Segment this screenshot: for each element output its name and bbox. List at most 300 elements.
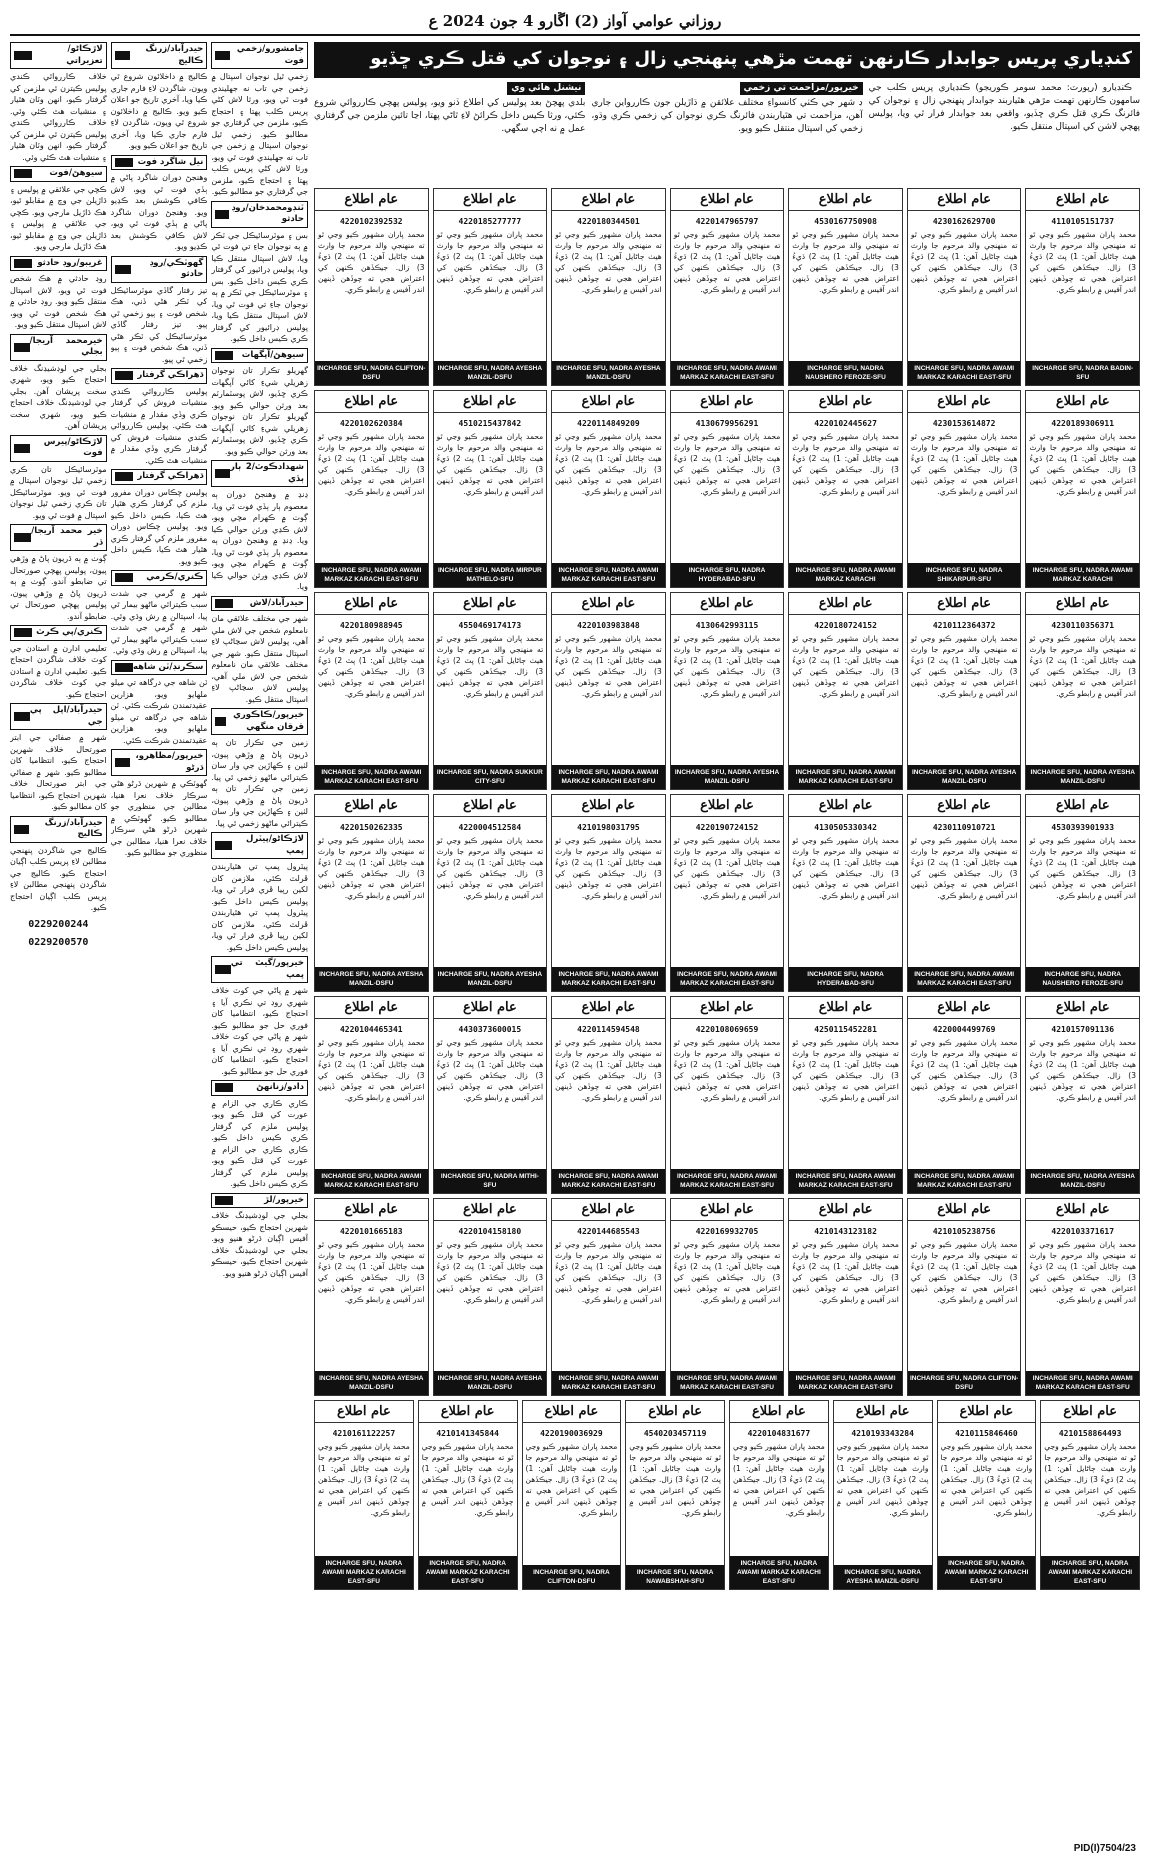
notice-card bbox=[1025, 188, 1140, 386]
notice-office: INCHARGE SFU, NADRA AWAMI MARKAZ KARACHI EAST-SFU bbox=[730, 1556, 828, 1589]
news-story bbox=[111, 368, 208, 466]
notice-text: محمد پاران مشهور ڪيو وڃي ٿو ته منهنجي والد مرحوم جا وارث هيٺ ڄاڻايل آهن: 1) پٽ 2) ڌيءُ 3) زال. جيڪڏهن ڪنهن کي اعتراض هجي ته چوڏهن ڏينهن اندر آفيس ۾ رابطو ڪري. bbox=[555, 432, 662, 496]
notice-card bbox=[907, 794, 1022, 992]
notice-text: محمد پاران مشهور ڪيو وڃي ٿو ته منهنجي والد مرحوم جا وارث هيٺ ڄاڻايل آهن: 1) پٽ 2) ڌيءُ 3) زال. جيڪڏهن ڪنهن کي اعتراض هجي ته چوڏهن ڏينهن اندر آفيس ۾ رابطو ڪري. bbox=[910, 634, 1018, 698]
notice-card bbox=[314, 794, 429, 992]
story-slug bbox=[111, 570, 208, 586]
notice-text: محمد پاران مشهور ڪيو وڃي ٿو ته منهنجي والد مرحوم جا وارث هيٺ ڄاڻايل آهن: 1) پٽ 2) ڌيءُ 3) زال. جيڪڏهن ڪنهن کي اعتراض هجي ته چوڏهن ڏينهن اندر آفيس ۾ رابطو ڪري. bbox=[1044, 1442, 1136, 1517]
notice-body bbox=[419, 1423, 517, 1556]
notice-card bbox=[907, 996, 1022, 1194]
notice-office: INCHARGE SFU, NADRA AYESHA MANZIL-DSFU bbox=[1026, 1169, 1139, 1193]
news-story bbox=[211, 42, 308, 198]
notice-card bbox=[551, 794, 666, 992]
notice-body bbox=[626, 1423, 724, 1565]
notice-text: محمد پاران مشهور ڪيو وڃي ٿو ته منهنجي والد مرحوم جا وارث هيٺ ڄاڻايل آهن: 1) پٽ 2) ڌيءُ 3) زال. جيڪڏهن ڪنهن کي اعتراض هجي ته چوڏهن ڏينهن اندر آفيس ۾ رابطو ڪري. bbox=[910, 836, 1018, 900]
notice-card bbox=[670, 592, 785, 790]
notice-title: عام اطلاع bbox=[315, 1401, 413, 1423]
notice-office: INCHARGE SFU, NADRA HYDERABAD-SFU bbox=[671, 563, 784, 587]
notice-office: INCHARGE SFU, NADRA AWAMI MARKAZ KARACHI EAST-SFU bbox=[552, 1371, 665, 1395]
notice-card bbox=[729, 1400, 829, 1590]
notice-title: عام اطلاع bbox=[671, 795, 784, 817]
notice-card bbox=[788, 794, 903, 992]
notice-text: محمد پاران مشهور ڪيو وڃي ٿو ته منهنجي والد مرحوم جا وارث هيٺ ڄاڻايل آهن: 1) پٽ 2) ڌيءُ 3) زال. جيڪڏهن ڪنهن کي اعتراض هجي ته چوڏهن ڏينهن اندر آفيس ۾ رابطو ڪري. bbox=[910, 1240, 1018, 1304]
story-dateline: لاڙڪاڻو/تعزيراتي bbox=[66, 44, 103, 66]
notice-title: عام اطلاع bbox=[789, 593, 902, 615]
notice-text: محمد پاران مشهور ڪيو وڃي ٿو ته منهنجي والد مرحوم جا وارث هيٺ ڄاڻايل آهن: 1) پٽ 2) ڌيءُ 3) زال. جيڪڏهن ڪنهن کي اعتراض هجي ته چوڏهن ڏينهن اندر آفيس ۾ رابطو ڪري. bbox=[525, 1442, 618, 1517]
notice-office: INCHARGE SFU, NADRA AWAMI MARKAZ KARACHI EAST-SFU bbox=[552, 1169, 665, 1193]
reporter-marker bbox=[115, 758, 130, 767]
news-story bbox=[10, 435, 107, 522]
notice-office: INCHARGE SFU, NADRA AWAMI MARKAZ KARACHI EAST-SFU bbox=[671, 1371, 784, 1395]
notice-text: محمد پاران مشهور ڪيو وڃي ٿو ته منهنجي والد مرحوم جا وارث هيٺ ڄاڻايل آهن: 1) پٽ 2) ڌيءُ 3) زال. جيڪڏهن ڪنهن کي اعتراض هجي ته چوڏهن ڏينهن اندر آفيس ۾ رابطو ڪري. bbox=[673, 230, 781, 294]
lead-story: خيرپور/مزاحمت تي زخمي ڊ شهر جي ڪٺي کانسواءِ مختلف علائقن ۾ ڌاڙيلن جون ڪاررواين جاري آهن، مزاحمت تي هٿياربندن فائرنگ ڪري نوجوان کي زخمي ڪري وڌو، زخمي کي اسپتال منتقل ڪيو ويو. bbox=[591, 83, 863, 134]
notice-office: INCHARGE SFU, NADRA AWAMI MARKAZ KARACHI EAST-SFU bbox=[419, 1556, 517, 1589]
notice-cnic: 4220180344501 bbox=[577, 217, 640, 226]
notice-card bbox=[314, 188, 429, 386]
notice-cnic: 4220150262335 bbox=[339, 823, 403, 832]
news-story bbox=[211, 1080, 308, 1190]
notice-body bbox=[834, 1423, 932, 1565]
notice-body bbox=[315, 1221, 428, 1371]
notice-text: محمد پاران مشهور ڪيو وڃي ٿو ته منهنجي والد مرحوم جا وارث هيٺ ڄاڻايل آهن: 1) پٽ 2) ڌيءُ 3) زال. جيڪڏهن ڪنهن کي اعتراض هجي ته چوڏهن ڏينهن اندر آفيس ۾ رابطو ڪري. bbox=[555, 634, 662, 698]
story-dateline: حيدرآباد/اپل پي جي bbox=[29, 705, 103, 727]
notice-body bbox=[315, 1423, 413, 1556]
notice-cnic: 4220169932705 bbox=[695, 1227, 759, 1236]
reporter-marker bbox=[14, 343, 30, 352]
notice-office: INCHARGE SFU, NADRA AYESHA MANZIL-DSFU bbox=[1026, 765, 1139, 789]
notice-title: عام اطلاع bbox=[938, 1401, 1036, 1423]
notice-title: عام اطلاع bbox=[671, 997, 784, 1019]
notice-title: عام اطلاع bbox=[626, 1401, 724, 1423]
notice-cnic: 4210158864493 bbox=[1058, 1429, 1122, 1438]
story-body: ڍنڍ ۾ وهنجڻ دوران ٻه معصوم ٻار ٻڏي فوت ٿي ويا، ڳوٺ ۾ ڪهرام مچي ويو، لاش ڪڍي ورثن حوالي ڪيا ويا. ڍنڍ ۾ وهنجڻ دوران ٻه معصوم ٻار ٻڏي فوت ٿي ويا، ڳوٺ ۾ ڪهرام مچي ويو، لاش ڪڍي ورثن حوالي ڪيا ويا. bbox=[211, 490, 308, 591]
notice-body bbox=[552, 817, 665, 967]
story-body: شهر ۾ گرمي جي شدت سبب ڪيترائي ماڻهو بيمار ٿي پيا، اسپتالن ۾ رش وڌي وئي. شهر ۾ گرمي جي شدت سبب ڪيترائي ماڻهو بيمار ٿي پيا، اسپتالن ۾ رش وڌي وئي. bbox=[110, 588, 208, 655]
reporter-marker bbox=[115, 663, 133, 672]
notice-cnic: 4220102392532 bbox=[339, 217, 403, 226]
notice-card bbox=[788, 592, 903, 790]
notice-cnic: 4220103371617 bbox=[1051, 1227, 1115, 1236]
notice-text: محمد پاران مشهور ڪيو وڃي ٿو ته منهنجي والد مرحوم جا وارث هيٺ ڄاڻايل آهن: 1) پٽ 2) ڌيءُ 3) زال. جيڪڏهن ڪنهن کي اعتراض هجي ته چوڏهن ڏينهن اندر آفيس ۾ رابطو ڪري. bbox=[555, 836, 662, 900]
notice-body bbox=[434, 211, 547, 361]
notice-text: محمد پاران مشهور ڪيو وڃي ٿو ته منهنجي والد مرحوم جا وارث هيٺ ڄاڻايل آهن: 1) پٽ 2) ڌيءُ 3) زال. جيڪڏهن ڪنهن کي اعتراض هجي ته چوڏهن ڏينهن اندر آفيس ۾ رابطو ڪري. bbox=[792, 432, 899, 496]
news-column bbox=[10, 42, 107, 1850]
notice-cnic: 4220144685543 bbox=[577, 1227, 640, 1236]
notice-office: INCHARGE SFU, NADRA MIRPUR MATHELO-SFU bbox=[434, 563, 547, 587]
notice-office: INCHARGE SFU, NADRA AWAMI MARKAZ KARACHI EAST-SFU bbox=[789, 1371, 902, 1395]
notice-text: محمد پاران مشهور ڪيو وڃي ٿو ته منهنجي والد مرحوم جا وارث هيٺ ڄاڻايل آهن: 1) پٽ 2) ڌيءُ 3) زال. جيڪڏهن ڪنهن کي اعتراض هجي ته چوڏهن ڏينهن اندر آفيس ۾ رابطو ڪري. bbox=[1029, 1038, 1137, 1102]
notice-body bbox=[315, 1019, 428, 1169]
notice-office: INCHARGE SFU, NADRA AWAMI MARKAZ KARACHI EAST-SFU bbox=[315, 1169, 428, 1193]
notice-office: INCHARGE SFU, NADRA AWAMI MARKAZ KARACHI EAST-SFU bbox=[552, 967, 665, 991]
notice-text: محمد پاران مشهور ڪيو وڃي ٿو ته منهنجي والد مرحوم جا وارث هيٺ ڄاڻايل آهن: 1) پٽ 2) ڌيءُ 3) زال. جيڪڏهن ڪنهن کي اعتراض هجي ته چوڏهن ڏينهن اندر آفيس ۾ رابطو ڪري. bbox=[318, 634, 425, 698]
notice-text: محمد پاران مشهور ڪيو وڃي ٿو ته منهنجي والد مرحوم جا وارث هيٺ ڄاڻايل آهن: 1) پٽ 2) ڌيءُ 3) زال. جيڪڏهن ڪنهن کي اعتراض هجي ته چوڏهن ڏينهن اندر آفيس ۾ رابطو ڪري. bbox=[318, 1442, 410, 1517]
story-slug bbox=[10, 524, 107, 551]
notice-title: عام اطلاع bbox=[315, 189, 428, 211]
notice-office: INCHARGE SFU, NADRA SHIKARPUR-SFU bbox=[908, 563, 1021, 587]
story-body: بجلي جي لوڊشيڊنگ خلاف شهرين احتجاج ڪيو، حيسڪو آفيس اڳيان ڌرڻو هنيو ويو. بجلي جي لوڊشيڊنگ خلاف شهرين احتجاج ڪيو، حيسڪو آفيس اڳيان ڌرڻو هنيو ويو. bbox=[211, 1211, 308, 1278]
reporter-marker bbox=[14, 169, 32, 178]
notice-cnic: 4220190724152 bbox=[695, 823, 759, 832]
notice-text: محمد پاران مشهور ڪيو وڃي ٿو ته منهنجي والد مرحوم جا وارث هيٺ ڄاڻايل آهن: 1) پٽ 2) ڌيءُ 3) زال. جيڪڏهن ڪنهن کي اعتراض هجي ته چوڏهن ڏينهن اندر آفيس ۾ رابطو ڪري. bbox=[673, 836, 781, 900]
story-slug bbox=[111, 155, 208, 171]
news-story bbox=[211, 708, 308, 829]
notice-office: INCHARGE SFU, NADRA AWAMI MARKAZ KARACHI EAST-SFU bbox=[315, 765, 428, 789]
notice-text: محمد پاران مشهور ڪيو وڃي ٿو ته منهنجي والد مرحوم جا وارث هيٺ ڄاڻايل آهن: 1) پٽ 2) ڌيءُ 3) زال. جيڪڏهن ڪنهن کي اعتراض هجي ته چوڏهن ڏينهن اندر آفيس ۾ رابطو ڪري. bbox=[673, 1240, 781, 1304]
reporter-marker bbox=[215, 469, 230, 478]
story-body: ڪچي جي علائقي ۾ پوليس ۽ ڌاڙيلن جي وچ ۾ مقابلو ٿيو، هڪ ڌاڙيل مارجي ويو. ڪچي جي علائقي ۾ پوليس ۽ ڌاڙيلن جي وچ ۾ مقابلو ٿيو، هڪ ڌاڙيل مارجي ويو. bbox=[9, 184, 107, 251]
notice-text: محمد پاران مشهور ڪيو وڃي ٿو ته منهنجي والد مرحوم جا وارث هيٺ ڄاڻايل آهن: 1) پٽ 2) ڌيءُ 3) زال. جيڪڏهن ڪنهن کي اعتراض هجي ته چوڏهن ڏينهن اندر آفيس ۾ رابطو ڪري. bbox=[318, 230, 425, 294]
story-body: زمين جي تڪرار تان ٻه ڌريون پاڻ ۾ وڙهي پيون، لٺين ۽ ڪهاڙين جي وار سان ڪيترائي ماڻهو زخمي ٿي پيا. زمين جي تڪرار تان ٻه ڌريون پاڻ ۾ وڙهي پيون، لٺين ۽ ڪهاڙين جي وار سان ڪيترائي ماڻهو زخمي ٿي پيا. bbox=[211, 738, 308, 828]
notice-card bbox=[907, 390, 1022, 588]
notice-cnic: 4220104831677 bbox=[747, 1429, 811, 1438]
notices-section bbox=[314, 42, 1140, 1850]
notice-text: محمد پاران مشهور ڪيو وڃي ٿو ته منهنجي والد مرحوم جا وارث هيٺ ڄاڻايل آهن: 1) پٽ 2) ڌيءُ 3) زال. جيڪڏهن ڪنهن کي اعتراض هجي ته چوڏهن ڏينهن اندر آفيس ۾ رابطو ڪري. bbox=[318, 836, 425, 900]
notice-text: محمد پاران مشهور ڪيو وڃي ٿو ته منهنجي والد مرحوم جا وارث هيٺ ڄاڻايل آهن: 1) پٽ 2) ڌيءُ 3) زال. جيڪڏهن ڪنهن کي اعتراض هجي ته چوڏهن ڏينهن اندر آفيس ۾ رابطو ڪري. bbox=[555, 1038, 662, 1102]
public-notices-grid bbox=[314, 188, 1140, 1396]
notice-office: INCHARGE SFU, NADRA AWAMI MARKAZ KARACHI EAST-SFU bbox=[789, 765, 902, 789]
story-body: شهر جي مختلف علائقي مان نامعلوم شخص جي لاش ملي آهي، پوليس لاش سڃاڻپ لاءِ اسپتال منتقل ڪيو. شهر جي مختلف علائقي مان نامعلوم شخص جي لاش ملي آهي، پوليس لاش سڃاڻپ لاءِ اسپتال منتقل ڪيو. bbox=[211, 614, 308, 704]
notice-card bbox=[788, 996, 903, 1194]
notice-title: عام اطلاع bbox=[552, 593, 665, 615]
notice-body bbox=[552, 1019, 665, 1169]
reporter-marker bbox=[14, 712, 30, 721]
story-slug bbox=[211, 596, 308, 612]
notice-title: عام اطلاع bbox=[789, 391, 902, 413]
news-story bbox=[211, 1193, 308, 1280]
news-story bbox=[111, 749, 208, 859]
notice-body bbox=[730, 1423, 828, 1556]
story-body: ڳوٺ ۾ ٻه ڌريون پاڻ ۾ وڙهي پيون، پوليس پهچي صورتحال تي ضابطو آندو. ڳوٺ ۾ ٻه ڌريون پاڻ ۾ وڙهي پيون، پوليس پهچي صورتحال تي ضابطو آندو. bbox=[9, 554, 107, 621]
notice-card bbox=[314, 1198, 429, 1396]
notice-card bbox=[314, 390, 429, 588]
notice-cnic: 4220180724152 bbox=[814, 621, 877, 630]
story-dateline: ٽنڊومحمدخان/روڊ حادثو bbox=[231, 202, 304, 224]
notice-body bbox=[1026, 817, 1139, 967]
notice-office: INCHARGE SFU, NADRA AYESHA MANZIL-DSFU bbox=[908, 765, 1021, 789]
notice-body bbox=[908, 817, 1021, 967]
news-story bbox=[111, 660, 208, 747]
news-column bbox=[111, 42, 208, 1850]
notice-card bbox=[1040, 1400, 1140, 1590]
notice-body bbox=[552, 1221, 665, 1371]
story-slug bbox=[111, 256, 208, 283]
notice-body bbox=[552, 211, 665, 361]
notice-title: عام اطلاع bbox=[671, 189, 784, 211]
notice-text: محمد پاران مشهور ڪيو وڃي ٿو ته منهنجي والد مرحوم جا وارث هيٺ ڄاڻايل آهن: 1) پٽ 2) ڌيءُ 3) زال. جيڪڏهن ڪنهن کي اعتراض هجي ته چوڏهن ڏينهن اندر آفيس ۾ رابطو ڪري. bbox=[836, 1442, 929, 1517]
notice-title: عام اطلاع bbox=[1026, 1199, 1139, 1221]
notice-body bbox=[789, 1221, 902, 1371]
story-dateline: حيدرآباد/زرنگ ڪاليج bbox=[145, 44, 204, 66]
notice-body bbox=[1026, 615, 1139, 765]
notice-card bbox=[833, 1400, 933, 1590]
notice-cnic: 4510215437842 bbox=[458, 419, 522, 428]
notice-card bbox=[907, 1198, 1022, 1396]
story-dateline: غريبو/روڊ حادثو bbox=[37, 257, 103, 268]
story-slug bbox=[211, 1193, 308, 1209]
notice-title: عام اطلاع bbox=[671, 1199, 784, 1221]
notice-text: محمد پاران مشهور ڪيو وڃي ٿو ته منهنجي والد مرحوم جا وارث هيٺ ڄاڻايل آهن: 1) پٽ 2) ڌيءُ 3) زال. جيڪڏهن ڪنهن کي اعتراض هجي ته چوڏهن ڏينهن اندر آفيس ۾ رابطو ڪري. bbox=[1029, 230, 1137, 294]
story-body: شهر ۾ صفائي جي ابتر صورتحال خلاف شهرين احتجاج ڪيو، انتظاميا کان مطالبو ڪيو. شهر ۾ صفائي جي ابتر صورتحال خلاف شهرين احتجاج ڪيو، انتظاميا کان مطالبو ڪيو. bbox=[9, 733, 107, 811]
notice-office: INCHARGE SFU, NADRA AWAMI MARKAZ KARACHI EAST-SFU bbox=[552, 563, 665, 587]
story-dateline: خيرپور/لڙ bbox=[264, 1194, 304, 1205]
notice-office: INCHARGE SFU, NADRA AYESHA MANZIL-DSFU bbox=[434, 361, 547, 385]
notice-card bbox=[788, 1198, 903, 1396]
story-body: روڊ حادثي ۾ هڪ شخص فوت ٿي ويو، لاش اسپتال منتقل ڪيو ويو. روڊ حادثي ۾ هڪ شخص فوت ٿي ويو، لاش اسپتال منتقل ڪيو ويو. bbox=[9, 274, 107, 329]
notice-cnic: 4430373600015 bbox=[458, 1025, 522, 1034]
notice-card bbox=[551, 1198, 666, 1396]
reporter-marker bbox=[215, 841, 231, 850]
notice-office: INCHARGE SFU, NADRA AWAMI MARKAZ KARACHI EAST-SFU bbox=[671, 1169, 784, 1193]
news-story bbox=[111, 155, 208, 253]
story-dateline: حيدرآباد/لاش bbox=[249, 597, 304, 608]
notice-card bbox=[670, 188, 785, 386]
reporter-marker bbox=[115, 158, 133, 167]
notice-cnic: 4220147965797 bbox=[695, 217, 759, 226]
news-column bbox=[211, 42, 308, 1850]
story-body: بس ۽ موٽرسائيڪل جي ٽڪر ۾ ٻه نوجوان جاءِ تي فوت ٿي ويا، لاش اسپتال منتقل ڪيا ويا، پوليس ڊرائيور کي گرفتار ڪري ڪيس داخل ڪيو. بس ۽ موٽرسائيڪل جي ٽڪر ۾ ٻه نوجوان جاءِ تي فوت ٿي ويا، لاش اسپتال منتقل ڪيا ويا، پوليس ڊرائيور کي گرفتار ڪري ڪيس داخل ڪيو. bbox=[211, 230, 308, 343]
story-dateline: ڌهراڪي گرفتار bbox=[137, 471, 204, 481]
notice-office: INCHARGE SFU, NADRA AWAMI MARKAZ KARACHI EAST-SFU bbox=[315, 563, 428, 587]
notice-body bbox=[908, 615, 1021, 765]
notice-title: عام اطلاع bbox=[1026, 391, 1139, 413]
story-slug bbox=[111, 660, 208, 676]
notice-text: محمد پاران مشهور ڪيو وڃي ٿو ته منهنجي والد مرحوم جا وارث هيٺ ڄاڻايل آهن: 1) پٽ 2) ڌيءُ 3) زال. جيڪڏهن ڪنهن کي اعتراض هجي ته چوڏهن ڏينهن اندر آفيس ۾ رابطو ڪري. bbox=[792, 230, 899, 294]
notice-text: محمد پاران مشهور ڪيو وڃي ٿو ته منهنجي والد مرحوم جا وارث هيٺ ڄاڻايل آهن: 1) پٽ 2) ڌيءُ 3) زال. جيڪڏهن ڪنهن کي اعتراض هجي ته چوڏهن ڏينهن اندر آفيس ۾ رابطو ڪري. bbox=[318, 432, 425, 496]
notice-cnic: 4540203457119 bbox=[643, 1429, 707, 1438]
story-dateline: لاڙڪاڻو/پيرس فوت bbox=[43, 436, 103, 458]
notice-title: عام اطلاع bbox=[552, 1199, 665, 1221]
lead-headline: کنڊياري پريس جوابدار ڪارنهن تهمت مڙهي پنهنجي زال ۽ نوجوان کي قتل ڪري ڇڏيو bbox=[314, 42, 1140, 78]
notice-cnic: 4220004499769 bbox=[932, 1025, 996, 1034]
notice-card bbox=[433, 390, 548, 588]
notice-cnic: 4210161122257 bbox=[332, 1429, 396, 1438]
notice-title: عام اطلاع bbox=[789, 997, 902, 1019]
notice-text: محمد پاران مشهور ڪيو وڃي ٿو ته منهنجي والد مرحوم جا وارث هيٺ ڄاڻايل آهن: 1) پٽ 2) ڌيءُ 3) زال. جيڪڏهن ڪنهن کي اعتراض هجي ته چوڏهن ڏينهن اندر آفيس ۾ رابطو ڪري. bbox=[673, 634, 781, 698]
story-slug bbox=[10, 166, 107, 182]
story-slug bbox=[10, 256, 107, 272]
notice-title: عام اطلاع bbox=[434, 1199, 547, 1221]
notice-card bbox=[418, 1400, 518, 1590]
story-slug bbox=[211, 1080, 308, 1096]
notice-office: INCHARGE SFU, NADRA SUKKUR CITY-SFU bbox=[434, 765, 547, 789]
notice-title: عام اطلاع bbox=[434, 997, 547, 1019]
notice-body bbox=[1026, 211, 1139, 361]
notice-title: عام اطلاع bbox=[730, 1401, 828, 1423]
notice-body bbox=[315, 413, 428, 563]
notice-text: محمد پاران مشهور ڪيو وڃي ٿو ته منهنجي والد مرحوم جا وارث هيٺ ڄاڻايل آهن: 1) پٽ 2) ڌيءُ 3) زال. جيڪڏهن ڪنهن کي اعتراض هجي ته چوڏهن ڏينهن اندر آفيس ۾ رابطو ڪري. bbox=[555, 1240, 662, 1304]
notice-title: عام اطلاع bbox=[789, 1199, 902, 1221]
notice-cnic: 4220102620384 bbox=[339, 419, 403, 428]
story-dateline: لاڙڪاڻو/پيٽرل پمپ bbox=[246, 834, 304, 856]
notice-text: محمد پاران مشهور ڪيو وڃي ٿو ته منهنجي والد مرحوم جا وارث هيٺ ڄاڻايل آهن: 1) پٽ 2) ڌيءُ 3) زال. جيڪڏهن ڪنهن کي اعتراض هجي ته چوڏهن ڏينهن اندر آفيس ۾ رابطو ڪري. bbox=[792, 1038, 899, 1102]
story-dateline: سيوهڻ/فوت bbox=[49, 168, 103, 178]
story-slug bbox=[211, 956, 308, 983]
notice-text: محمد پاران مشهور ڪيو وڃي ٿو ته منهنجي والد مرحوم جا وارث هيٺ ڄاڻايل آهن: 1) پٽ 2) ڌيءُ 3) زال. جيڪڏهن ڪنهن کي اعتراض هجي ته چوڏهن ڏينهن اندر آفيس ۾ رابطو ڪري. bbox=[792, 1240, 899, 1304]
news-story bbox=[10, 625, 107, 700]
story-dateline: گهوٽڪي/روڊ حادثو bbox=[149, 257, 204, 279]
notice-text: محمد پاران مشهور ڪيو وڃي ٿو ته منهنجي والد مرحوم جا وارث هيٺ ڄاڻايل آهن: 1) پٽ 2) ڌيءُ 3) زال. جيڪڏهن ڪنهن کي اعتراض هجي ته چوڏهن ڏينهن اندر آفيس ۾ رابطو ڪري. bbox=[940, 1442, 1033, 1517]
news-story bbox=[211, 201, 308, 345]
notice-title: عام اطلاع bbox=[908, 189, 1021, 211]
notice-cnic: 4220114849209 bbox=[577, 419, 640, 428]
reporter-marker bbox=[215, 1196, 233, 1205]
news-story bbox=[211, 348, 308, 458]
story-body: گهريلو تڪرار تان نوجوان زهريلي شيءِ کائي آپگهات ڪري ڇڏيو، لاش پوسٽمارٽم بعد ورثن حوالي ڪيو ويو. گهريلو تڪرار تان نوجوان زهريلي شيءِ کائي آپگهات ڪري ڇڏيو، لاش پوسٽمارٽم بعد ورثن حوالي ڪيو ويو. bbox=[211, 366, 308, 456]
notice-title: عام اطلاع bbox=[1026, 795, 1139, 817]
notice-office: INCHARGE SFU, NADRA AYESHA MANZIL-DSFU bbox=[315, 1371, 428, 1395]
notice-card bbox=[551, 592, 666, 790]
notice-title: عام اطلاع bbox=[552, 997, 665, 1019]
reporter-marker bbox=[215, 51, 230, 60]
story-body: ٽن شاهه جي درگاهه تي ميلو ملهايو ويو، هزارين عقيدتمندن شرڪت ڪئي. ٽن شاهه جي درگاهه تي ميلو ملهايو ويو، هزارين عقيدتمندن شرڪت ڪئي. bbox=[110, 678, 208, 745]
story-slug bbox=[111, 42, 208, 69]
notice-title: عام اطلاع bbox=[552, 391, 665, 413]
notice-cnic: 4130642993115 bbox=[695, 621, 759, 630]
notice-text: محمد پاران مشهور ڪيو وڃي ٿو ته منهنجي والد مرحوم جا وارث هيٺ ڄاڻايل آهن: 1) پٽ 2) ڌيءُ 3) زال. جيڪڏهن ڪنهن کي اعتراض هجي ته چوڏهن ڏينهن اندر آفيس ۾ رابطو ڪري. bbox=[792, 836, 899, 900]
story-slug bbox=[211, 348, 308, 364]
story-body: ڪاليج جي شاگردن پنهنجي مطالبن لاءِ پريس ڪلب اڳيان احتجاج ڪيو. ڪاليج جي شاگردن پنهنجي مطالبن لاءِ پريس ڪلب اڳيان احتجاج ڪيو. bbox=[9, 845, 107, 912]
notice-body bbox=[671, 817, 784, 967]
notice-body bbox=[671, 1221, 784, 1371]
notice-cnic: 4220104158180 bbox=[458, 1227, 522, 1236]
reporter-marker bbox=[115, 51, 130, 60]
notice-text: محمد پاران مشهور ڪيو وڃي ٿو ته منهنجي والد مرحوم جا وارث هيٺ ڄاڻايل آهن: 1) پٽ 2) ڌيءُ 3) زال. جيڪڏهن ڪنهن کي اعتراض هجي ته چوڏهن ڏينهن اندر آفيس ۾ رابطو ڪري. bbox=[733, 1442, 825, 1517]
notice-card bbox=[433, 592, 548, 790]
notice-text: محمد پاران مشهور ڪيو وڃي ٿو ته منهنجي والد مرحوم جا وارث هيٺ ڄاڻايل آهن: 1) پٽ 2) ڌيءُ 3) زال. جيڪڏهن ڪنهن کي اعتراض هجي ته چوڏهن ڏينهن اندر آفيس ۾ رابطو ڪري. bbox=[792, 634, 899, 698]
notice-office: INCHARGE SFU, NADRA CLIFTON-DSFU bbox=[908, 1371, 1021, 1395]
notice-body bbox=[908, 1221, 1021, 1371]
notice-text: محمد پاران مشهور ڪيو وڃي ٿو ته منهنجي والد مرحوم جا وارث هيٺ ڄاڻايل آهن: 1) پٽ 2) ڌيءُ 3) زال. جيڪڏهن ڪنهن کي اعتراض هجي ته چوڏهن ڏينهن اندر آفيس ۾ رابطو ڪري. bbox=[910, 432, 1018, 496]
story-slug bbox=[10, 816, 107, 843]
news-story bbox=[10, 166, 107, 253]
notice-cnic: 4220114594548 bbox=[577, 1025, 640, 1034]
story-body: پيٽرول پمپ تي هٿياربندن ڦرلٽ ڪئي، ملازمن کان لکين رپيا ڦري فرار ٿي ويا، پوليس ڪيس داخل ڪيو. پيٽرول پمپ تي هٿياربندن ڦرلٽ ڪئي، ملازمن کان لکين رپيا ڦري فرار ٿي ويا، پوليس ڪيس داخل ڪيو. bbox=[211, 862, 308, 952]
notice-body bbox=[1026, 1019, 1139, 1169]
story-slug bbox=[111, 368, 208, 384]
notice-office: INCHARGE SFU, NADRA NAUSHERO FEROZE-SFU bbox=[1026, 967, 1139, 991]
notice-office: INCHARGE SFU, NADRA NAWABSHAH-SFU bbox=[626, 1565, 724, 1589]
notice-title: عام اطلاع bbox=[434, 593, 547, 615]
story-body: ڪاري ڪاري جي الزام ۾ عورت کي قتل ڪيو ويو، پوليس ملزم کي گرفتار ڪري ڪيس داخل ڪيو. ڪاري ڪاري جي الزام ۾ عورت کي قتل ڪيو ويو، پوليس ملزم کي گرفتار ڪري ڪيس داخل ڪيو. bbox=[211, 1098, 308, 1188]
notice-cnic: 4210157091136 bbox=[1051, 1025, 1115, 1034]
notice-cnic: 4550469174173 bbox=[458, 621, 522, 630]
notice-title: عام اطلاع bbox=[834, 1401, 932, 1423]
reporter-marker bbox=[14, 628, 32, 637]
notice-title: عام اطلاع bbox=[523, 1401, 621, 1423]
notice-office: INCHARGE SFU, NADRA CLIFTON-DSFU bbox=[315, 361, 428, 385]
news-story bbox=[10, 816, 107, 914]
notice-office: INCHARGE SFU, NADRA AWAMI MARKAZ KARACHI EAST-SFU bbox=[789, 1169, 902, 1193]
notice-cnic: 4210112364372 bbox=[932, 621, 996, 630]
notice-title: عام اطلاع bbox=[671, 593, 784, 615]
story-slug bbox=[211, 42, 308, 69]
reporter-marker bbox=[115, 472, 133, 481]
notice-title: عام اطلاع bbox=[434, 391, 547, 413]
notice-title: عام اطلاع bbox=[908, 1199, 1021, 1221]
notice-title: عام اطلاع bbox=[1026, 189, 1139, 211]
notice-text: محمد پاران مشهور ڪيو وڃي ٿو ته منهنجي والد مرحوم جا وارث هيٺ ڄاڻايل آهن: 1) پٽ 2) ڌيءُ 3) زال. جيڪڏهن ڪنهن کي اعتراض هجي ته چوڏهن ڏينهن اندر آفيس ۾ رابطو ڪري. bbox=[436, 432, 544, 496]
story-dateline: خيرپور/مظاهرو، ڌرڻو bbox=[135, 751, 204, 773]
notice-body bbox=[938, 1423, 1036, 1556]
notice-cnic: 4220102445627 bbox=[814, 419, 877, 428]
notice-text: محمد پاران مشهور ڪيو وڃي ٿو ته منهنجي والد مرحوم جا وارث هيٺ ڄاڻايل آهن: 1) پٽ 2) ڌيءُ 3) زال. جيڪڏهن ڪنهن کي اعتراض هجي ته چوڏهن ڏينهن اندر آفيس ۾ رابطو ڪري. bbox=[555, 230, 662, 294]
news-story bbox=[10, 524, 107, 622]
notice-title: عام اطلاع bbox=[315, 1199, 428, 1221]
notice-body bbox=[434, 1221, 547, 1371]
notice-card bbox=[551, 188, 666, 386]
notice-title: عام اطلاع bbox=[419, 1401, 517, 1423]
notice-office: INCHARGE SFU, NADRA AWAMI MARKAZ KARACHI EAST-SFU bbox=[671, 361, 784, 385]
notice-text: محمد پاران مشهور ڪيو وڃي ٿو ته منهنجي والد مرحوم جا وارث هيٺ ڄاڻايل آهن: 1) پٽ 2) ڌيءُ 3) زال. جيڪڏهن ڪنهن کي اعتراض هجي ته چوڏهن ڏينهن اندر آفيس ۾ رابطو ڪري. bbox=[673, 432, 781, 496]
notice-title: عام اطلاع bbox=[908, 795, 1021, 817]
news-story bbox=[10, 42, 107, 163]
notice-cnic: 4130679956291 bbox=[695, 419, 759, 428]
notice-cnic: 4220101665183 bbox=[339, 1227, 403, 1236]
notice-title: عام اطلاع bbox=[434, 795, 547, 817]
notice-office: INCHARGE SFU, NADRA AYESHA MANZIL-DSFU bbox=[434, 967, 547, 991]
notice-office: INCHARGE SFU, NADRA AYESHA MANZIL-DSFU bbox=[315, 967, 428, 991]
notice-card bbox=[551, 996, 666, 1194]
notice-title: عام اطلاع bbox=[908, 997, 1021, 1019]
notice-office: INCHARGE SFU, NADRA AWAMI MARKAZ KARACHI bbox=[1026, 563, 1139, 587]
notice-cnic: 4210198031795 bbox=[577, 823, 640, 832]
notice-card bbox=[433, 996, 548, 1194]
notice-office: INCHARGE SFU, NADRA AWAMI MARKAZ KARACHI EAST-SFU bbox=[908, 361, 1021, 385]
notice-title: عام اطلاع bbox=[789, 189, 902, 211]
news-story bbox=[111, 256, 208, 366]
lead-stories bbox=[314, 82, 1140, 184]
story-body: موٽرسائيڪل تان ڪري زخمي ٿيل نوجوان اسپتال ۾ فوت ٿي ويو. موٽرسائيڪل تان ڪري زخمي ٿيل نوجوان اسپتال ۾ فوت ٿي ويو. bbox=[9, 464, 107, 520]
notice-cnic: 4130505330342 bbox=[814, 823, 877, 832]
news-story bbox=[211, 460, 308, 593]
notice-title: عام اطلاع bbox=[315, 391, 428, 413]
story-body: پوليس ڪارروائي ڪندي منشيات فروش کي گرفتار ڪري وڏي مقدار ۾ منشيات هٿ ڪئي. پوليس ڪارروائي ڪندي منشيات فروش کي گرفتار ڪري وڏي مقدار ۾ منشيات هٿ ڪئي. bbox=[110, 386, 208, 465]
notice-title: عام اطلاع bbox=[315, 593, 428, 615]
story-dateline: ڪنري/ڪرمي bbox=[146, 572, 204, 582]
notice-card bbox=[907, 592, 1022, 790]
news-story bbox=[211, 832, 308, 953]
notice-body bbox=[315, 615, 428, 765]
reporter-marker bbox=[14, 259, 32, 268]
story-dateline: سيوهڻ/آپگهات bbox=[241, 349, 304, 360]
story-slug bbox=[10, 625, 107, 641]
notice-body bbox=[789, 615, 902, 765]
story-slug bbox=[10, 435, 107, 462]
notice-title: عام اطلاع bbox=[552, 795, 665, 817]
reporter-marker bbox=[215, 599, 233, 608]
notice-cnic: 4210115846460 bbox=[955, 1429, 1018, 1438]
notice-body bbox=[789, 1019, 902, 1169]
notice-card bbox=[314, 996, 429, 1194]
notice-body bbox=[789, 817, 902, 967]
notice-body bbox=[315, 817, 428, 967]
notice-cnic: 4110105151737 bbox=[1051, 217, 1115, 226]
story-body: ڪاليج ۾ داخلائون شروع ٿي ويون، شاگردن لاءِ فارم جاري ڪيا ويا، آخري تاريخ جو اعلان ڪيو ويو. ڪاليج ۾ داخلائون شروع ٿي ويون، شاگردن لاءِ فارم جاري ڪيا ويا، آخري تاريخ جو اعلان ڪيو ويو. bbox=[110, 72, 208, 150]
story-body: بجلي جي لوڊشيڊنگ خلاف احتجاج ڪيو ويو، شهري سخت پريشان آهن. بجلي جي لوڊشيڊنگ خلاف احتجاج ڪيو ويو، شهري سخت پريشان آهن. bbox=[9, 363, 107, 430]
notice-cnic: 4530167750908 bbox=[814, 217, 877, 226]
notice-body bbox=[434, 615, 547, 765]
notice-title: عام اطلاع bbox=[552, 189, 665, 211]
reporter-marker bbox=[115, 371, 133, 380]
notice-text: محمد پاران مشهور ڪيو وڃي ٿو ته منهنجي والد مرحوم جا وارث هيٺ ڄاڻايل آهن: 1) پٽ 2) ڌيءُ 3) زال. جيڪڏهن ڪنهن کي اعتراض هجي ته چوڏهن ڏينهن اندر آفيس ۾ رابطو ڪري. bbox=[436, 230, 544, 294]
notice-cnic: 4220180988945 bbox=[339, 621, 403, 630]
story-body: شهر ۾ پاڻي جي کوٽ خلاف شهري روڊ تي نڪري آيا ۽ احتجاج ڪيو، انتظاميا کان فوري حل جو مطالبو ڪيو. شهر ۾ پاڻي جي کوٽ خلاف شهري روڊ تي نڪري آيا ۽ احتجاج ڪيو، انتظاميا کان فوري حل جو مطالبو ڪيو. bbox=[211, 986, 308, 1076]
story-dateline: نيل شاگرد فوت bbox=[137, 156, 204, 167]
notice-body bbox=[908, 413, 1021, 563]
notice-text: محمد پاران مشهور ڪيو وڃي ٿو ته منهنجي والد مرحوم جا وارث هيٺ ڄاڻايل آهن: 1) پٽ 2) ڌيءُ 3) زال. جيڪڏهن ڪنهن کي اعتراض هجي ته چوڏهن ڏينهن اندر آفيس ۾ رابطو ڪري. bbox=[421, 1442, 514, 1517]
reporter-marker bbox=[215, 1083, 233, 1092]
